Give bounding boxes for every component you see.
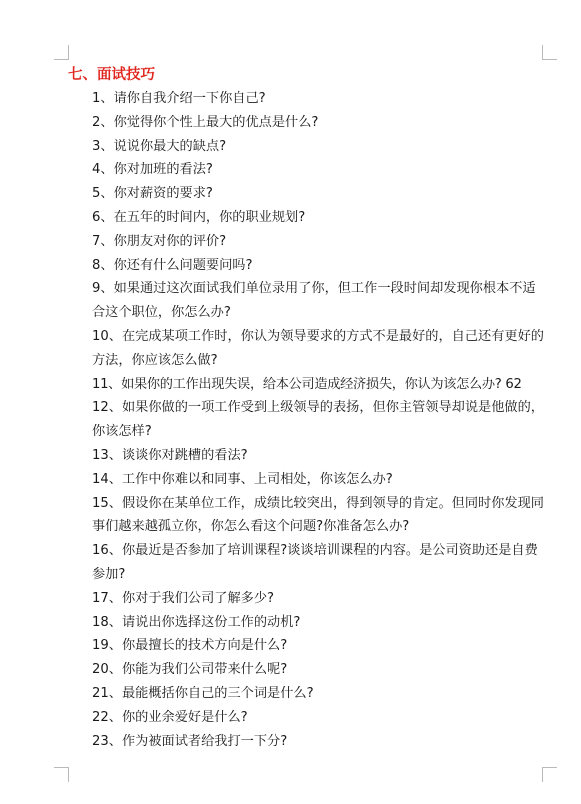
list-item: 22、你的业余爱好是什么? xyxy=(92,709,248,725)
list-item: 21、最能概括你自己的三个词是什么? xyxy=(92,685,314,701)
list-item: 7、你朋友对你的评价? xyxy=(92,233,227,249)
crop-mark-bottom-right xyxy=(542,767,557,782)
section-heading: 七、面试技巧 xyxy=(68,67,155,83)
list-item: 6、在五年的时间内，你的职业规划? xyxy=(92,209,306,225)
list-item: 17、你对于我们公司了解多少? xyxy=(92,590,275,606)
list-item: 13、谈谈你对跳槽的看法? xyxy=(92,447,248,463)
list-item: 23、作为被面试者给我打一下分? xyxy=(92,733,288,749)
list-item: 4、你对加班的看法? xyxy=(92,162,213,178)
list-item: 16、你最近是否参加了培训课程?谈谈培训课程的内容。是公司资助还是自费参加? xyxy=(92,543,538,582)
list-item: 19、你最擅长的技术方向是什么? xyxy=(92,638,288,654)
crop-mark-bottom-left xyxy=(54,767,69,782)
list-item: 2、你觉得你个性上最大的优点是什么? xyxy=(92,114,319,130)
list-item: 15、假设你在某单位工作，成绩比较突出，得到领导的肯定。但同时你发现同事们越来越孤立你，你怎么看这个问题?你准备怎么办? xyxy=(92,495,544,535)
list-item: 18、请说出你选择这份工作的动机? xyxy=(92,614,301,630)
list-item: 8、你还有什么问题要问吗? xyxy=(92,257,253,273)
list-item: 5、你对薪资的要求? xyxy=(92,186,213,202)
crop-mark-top-right xyxy=(542,45,557,60)
question-list xyxy=(92,87,544,753)
list-item: 11、如果你的工作出现失误，给本公司造成经济损失，你认为该怎么办? 62 xyxy=(92,376,522,392)
list-item: 12、如果你做的一项工作受到上级领导的表扬，但你主管领导却说是他做的，你该怎样? xyxy=(92,400,544,440)
list-item: 3、说说你最大的缺点? xyxy=(92,138,227,154)
list-item: 9、如果通过这次面试我们单位录用了你，但工作一段时间却发现你根本不适合这个职位，你怎么办? xyxy=(92,281,536,321)
list-item: 10、在完成某项工作时，你认为领导要求的方式不是最好的，自己还有更好的方法，你应该怎么做? xyxy=(92,328,544,368)
list-item: 20、你能为我们公司带来什么呢? xyxy=(92,662,288,678)
list-item: 14、工作中你难以和同事、上司相处，你该怎么办? xyxy=(92,471,393,487)
list-item: 1、请你自我介绍一下你自己? xyxy=(92,91,266,106)
crop-mark-top-left xyxy=(54,45,69,60)
